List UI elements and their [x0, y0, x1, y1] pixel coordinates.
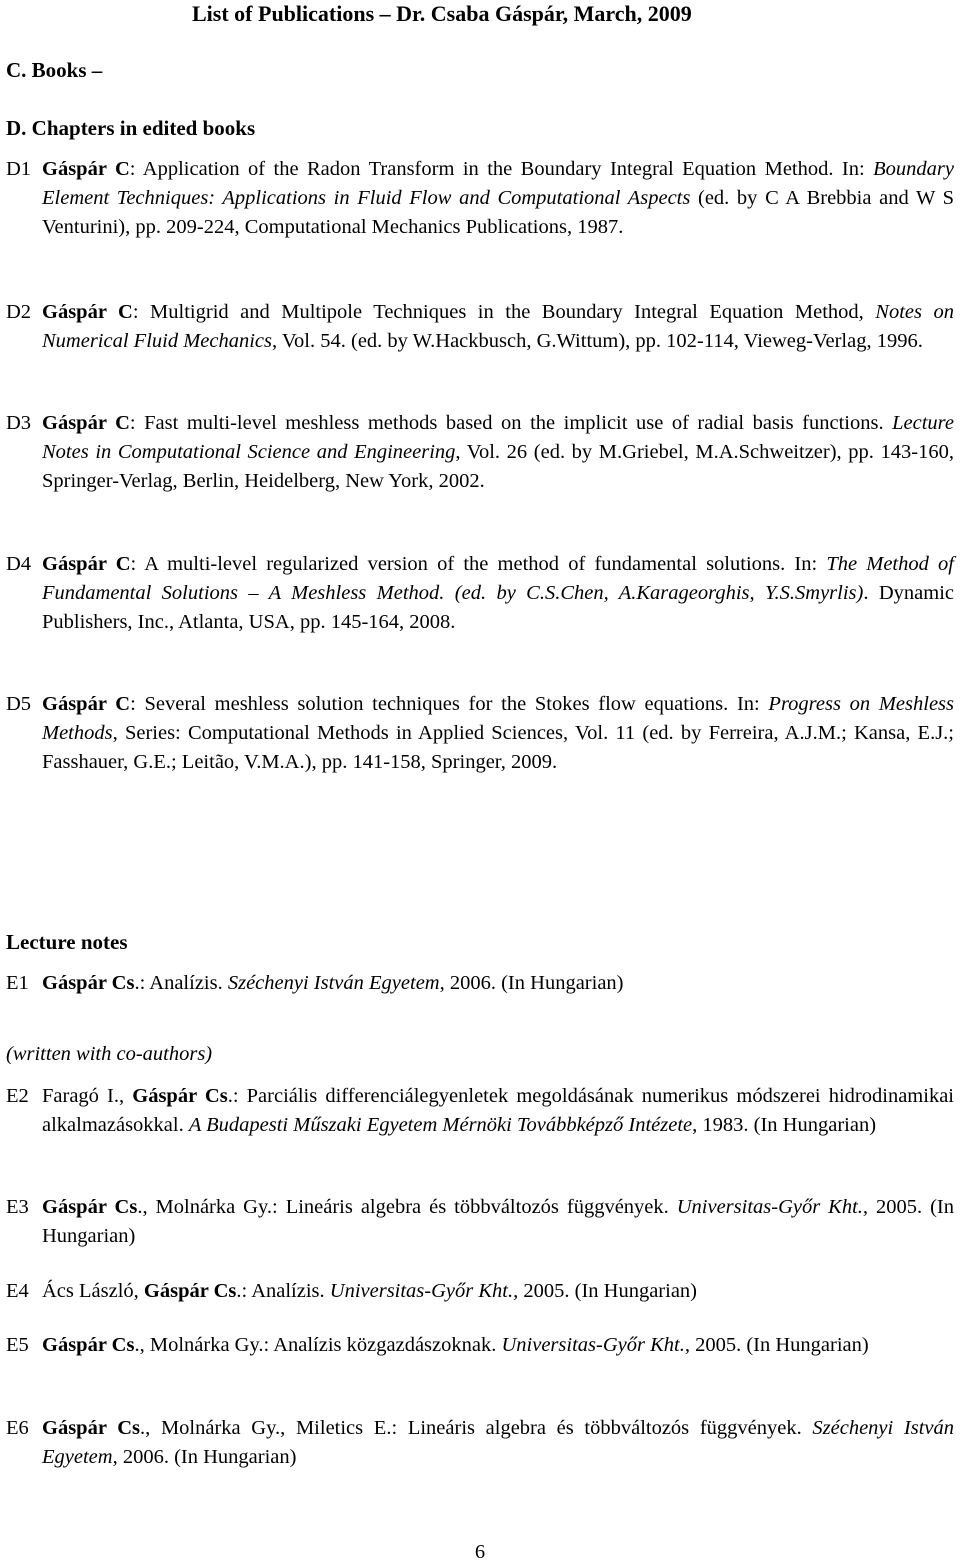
entry-author: Gáspár Cs: [42, 1334, 135, 1356]
entry-source: Universitas-Győr Kht.,: [501, 1334, 690, 1356]
entry-author: Gáspár C: [42, 553, 131, 575]
entry-label: E2: [6, 1085, 29, 1107]
page-header: List of Publications – Dr. Csaba Gáspár, March, 2009: [192, 1, 692, 26]
page-number: 6: [474, 1541, 486, 1563]
lecture-note-entry-e4: [6, 1277, 954, 1306]
lecture-note-entry-e2: [6, 1082, 954, 1140]
entry-text: Gáspár C: Fast multi-level meshless methods based on the implicit use of radial basis functions. Lecture Notes in Computational Science and Engineering, Vol. 26 (ed. by M.Griebel, M.A.Schweitzer), pp. 143-160, Springer-Verlag, Berlin, Heidelberg, New York, 2002.: [42, 412, 954, 492]
entry-author: Gáspár C: [42, 301, 133, 323]
entry-author: Gáspár Cs: [132, 1085, 228, 1107]
entry-text: Gáspár Cs., Molnárka Gy.: Lineáris algebra és többváltozós függvények. Universitas-Győr Kht., 2005. (In Hungarian): [42, 1196, 954, 1247]
entry-text: Gáspár Cs.: Analízis. Széchenyi István Egyetem, 2006. (In Hungarian): [42, 972, 624, 994]
entry-label: E1: [6, 972, 29, 994]
entry-author: Gáspár C: [42, 693, 131, 715]
lecture-note-entry-e3: [6, 1193, 954, 1251]
entry-author: Gáspár Cs: [143, 1280, 237, 1302]
entry-label: D1: [6, 158, 32, 180]
entry-source: Notes on Numerical Fluid Mechanics: [42, 301, 954, 352]
entry-source: Universitas-Győr Kht.,: [676, 1196, 869, 1218]
entry-source: Széchenyi István Egyetem: [42, 1417, 954, 1468]
entry-label: D2: [6, 301, 32, 323]
entry-source: Universitas-Győr Kht.,: [329, 1280, 519, 1302]
entry-text: Ács László, Gáspár Cs.: Analízis. Universitas-Győr Kht., 2005. (In Hungarian): [42, 1280, 698, 1302]
section-lecture-notes-heading: Lecture notes: [6, 930, 128, 954]
entry-text: Gáspár Cs., Molnárka Gy., Miletics E.: Lineáris algebra és többváltozós függvények. Széchenyi István Egyetem, 2006. (In Hungarian): [42, 1417, 954, 1468]
entry-text: Faragó I., Gáspár Cs.: Parciális differenciálegyenletek megoldásának numerikus módszerei hidrodinamikai alkalmazásokkal. A Budapesti Műszaki Egyetem Mérnöki Továbbképző Intézete, 1983. (In Hungarian): [42, 1085, 954, 1136]
entry-label: E4: [6, 1280, 29, 1302]
entry-label: D4: [6, 553, 32, 575]
entry-label: E3: [6, 1196, 29, 1218]
section-chapters-heading: D. Chapters in edited books: [6, 116, 256, 140]
entry-text: Gáspár C: Several meshless solution techniques for the Stokes flow equations. In: Progress on Meshless Methods, Series: Computational Methods in Applied Sciences, Vol. 11 (ed. by Ferreira, A.J.M.; Kansa, E.J.; Fasshauer, G.E.; Leitão, V.M.A.), pp. 141-158, Springer, 2009.: [42, 693, 954, 773]
entry-text: Gáspár Cs., Molnárka Gy.: Analízis közgazdászoknak. Universitas-Győr Kht., 2005. (In Hungarian): [42, 1334, 869, 1356]
entry-source: A Budapesti Műszaki Egyetem Mérnöki Továbbképző Intézete: [188, 1114, 693, 1136]
entry-source: Lecture Notes in Computational Science and Engineering: [42, 412, 954, 463]
lecture-note-entry-e6: [6, 1414, 954, 1472]
entry-author: Gáspár Cs: [42, 1196, 138, 1218]
publication-entry-d3: [6, 409, 954, 496]
publication-entry-d5: [6, 690, 954, 777]
coauthors-note: (written with co-authors): [6, 1043, 213, 1065]
lecture-note-entry-e1: [6, 969, 954, 998]
entry-source: Boundary Element Techniques: Applications in Fluid Flow and Computational Aspects: [42, 158, 954, 209]
entry-text: Gáspár C: Multigrid and Multipole Techniques in the Boundary Integral Equation Method, Notes on Numerical Fluid Mechanics, Vol. 54. (ed. by W.Hackbusch, G.Wittum), pp. 102-114, Vieweg-Verlag, 1996.: [42, 301, 954, 352]
entry-text: Gáspár C: A multi-level regularized version of the method of fundamental solutions. In: The Method of Fundamental Solutions – A Meshless Method. (ed. by C.S.Chen, A.Karageorghis, Y.S.Smyrlis). Dynamic Publishers, Inc., Atlanta, USA, pp. 145-164, 2008.: [42, 553, 954, 633]
entry-author: Gáspár C: [42, 158, 130, 180]
publication-entry-d4: [6, 550, 954, 637]
entry-author: Gáspár C: [42, 412, 130, 434]
entry-source: Progress on Meshless Methods: [42, 693, 954, 744]
entry-author: Gáspár Cs: [42, 1417, 141, 1439]
entry-text: Gáspár C: Application of the Radon Transform in the Boundary Integral Equation Method. In: Boundary Element Techniques: Applications in Fluid Flow and Computational Aspects (ed. by C A Brebbia and W S Venturini), pp. 209-224, Computational Mechanics Publications, 1987.: [42, 158, 954, 238]
entry-source: The Method of Fundamental Solutions – A Meshless Method. (ed. by C.S.Chen, A.Karageorghis, Y.S.Smyrlis): [42, 553, 954, 604]
entry-source: Széchenyi István Egyetem: [227, 972, 440, 994]
entry-label: E5: [6, 1334, 29, 1356]
publication-entry-d1: [6, 155, 954, 242]
lecture-note-entry-e5: [6, 1331, 954, 1360]
publication-entry-d2: [6, 298, 954, 356]
entry-label: E6: [6, 1417, 29, 1439]
entry-label: D3: [6, 412, 32, 434]
entry-label: D5: [6, 693, 32, 715]
section-books-heading: C. Books –: [6, 58, 103, 82]
entry-author: Gáspár Cs: [42, 972, 135, 994]
